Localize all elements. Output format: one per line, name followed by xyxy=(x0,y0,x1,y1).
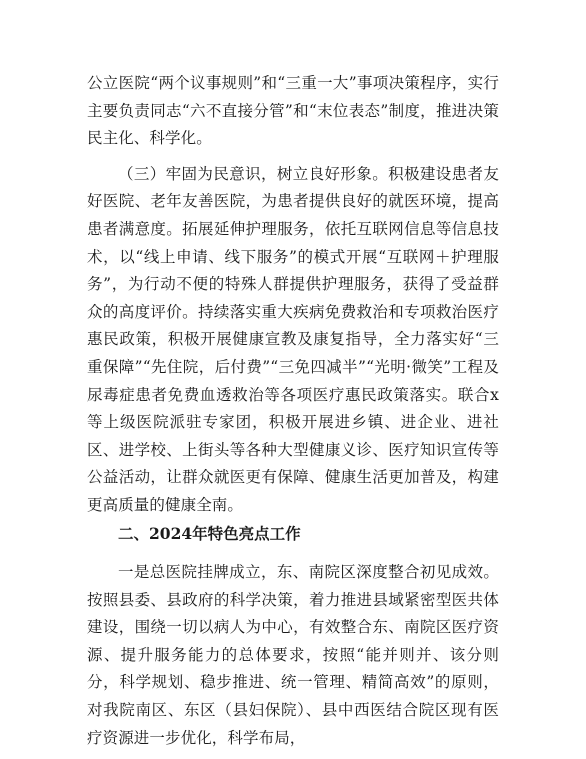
paragraph-highlight-1: 一是总医院挂牌成立，东、南院区深度整合初见成效。按照县委、县政府的科学决策，着力推进县域紧密型医共体建设，围绕一切以病人为中心，有效整合东、南院区医疗资源、提升服务能力的总体要求，按照“能并则并、该分则分，科学规划、稳步推进、统一管理、精简高效”的原则，对我院南区、东区（县妇保院）、县中西医结合院区现有医疗资源进一步优化，科学布局， xyxy=(87,563,499,747)
section-heading-2024-highlights: 二、2024年特色亮点工作 xyxy=(118,523,301,543)
paragraph-section-3-public-image: （三）牢固为民意识，树立良好形象。积极建设患者友好医院、老年友善医院，为患者提供良好的就医环境，提高患者满意度。拓展延伸护理服务，依托互联网信息等信息技术，以“线上申请、线下服务”的模式开展“互联网＋护理服务”，为行动不便的特殊人群提供护理服务，获得了受益群众的高度评价。持续落实重大疾病免费救治和专项救治医疗惠民政策，积极开展健康宣教及康复指导，全力落实好“三重保障”“先住院，后付费”“三免四减半”“光明·微笑”工程及尿毒症患者免费血透救治等各项医疗惠民政策落实。联合x等上级医院派驻专家团，积极开展进乡镇、进企业、进社区、进学校、上街头等各种大型健康义诊、医疗知识宣传等公益活动，让群众就医更有保障、健康生活更加普及，构建更高质量的健康全南。 xyxy=(87,164,499,514)
document-body xyxy=(87,70,499,752)
paragraph-continuation: 公立医院“两个议事规则”和“三重一大”事项决策程序，实行主要负责同志“六不直接分管”和“末位表态”制度，推进决策民主化、科学化。 xyxy=(87,74,499,148)
